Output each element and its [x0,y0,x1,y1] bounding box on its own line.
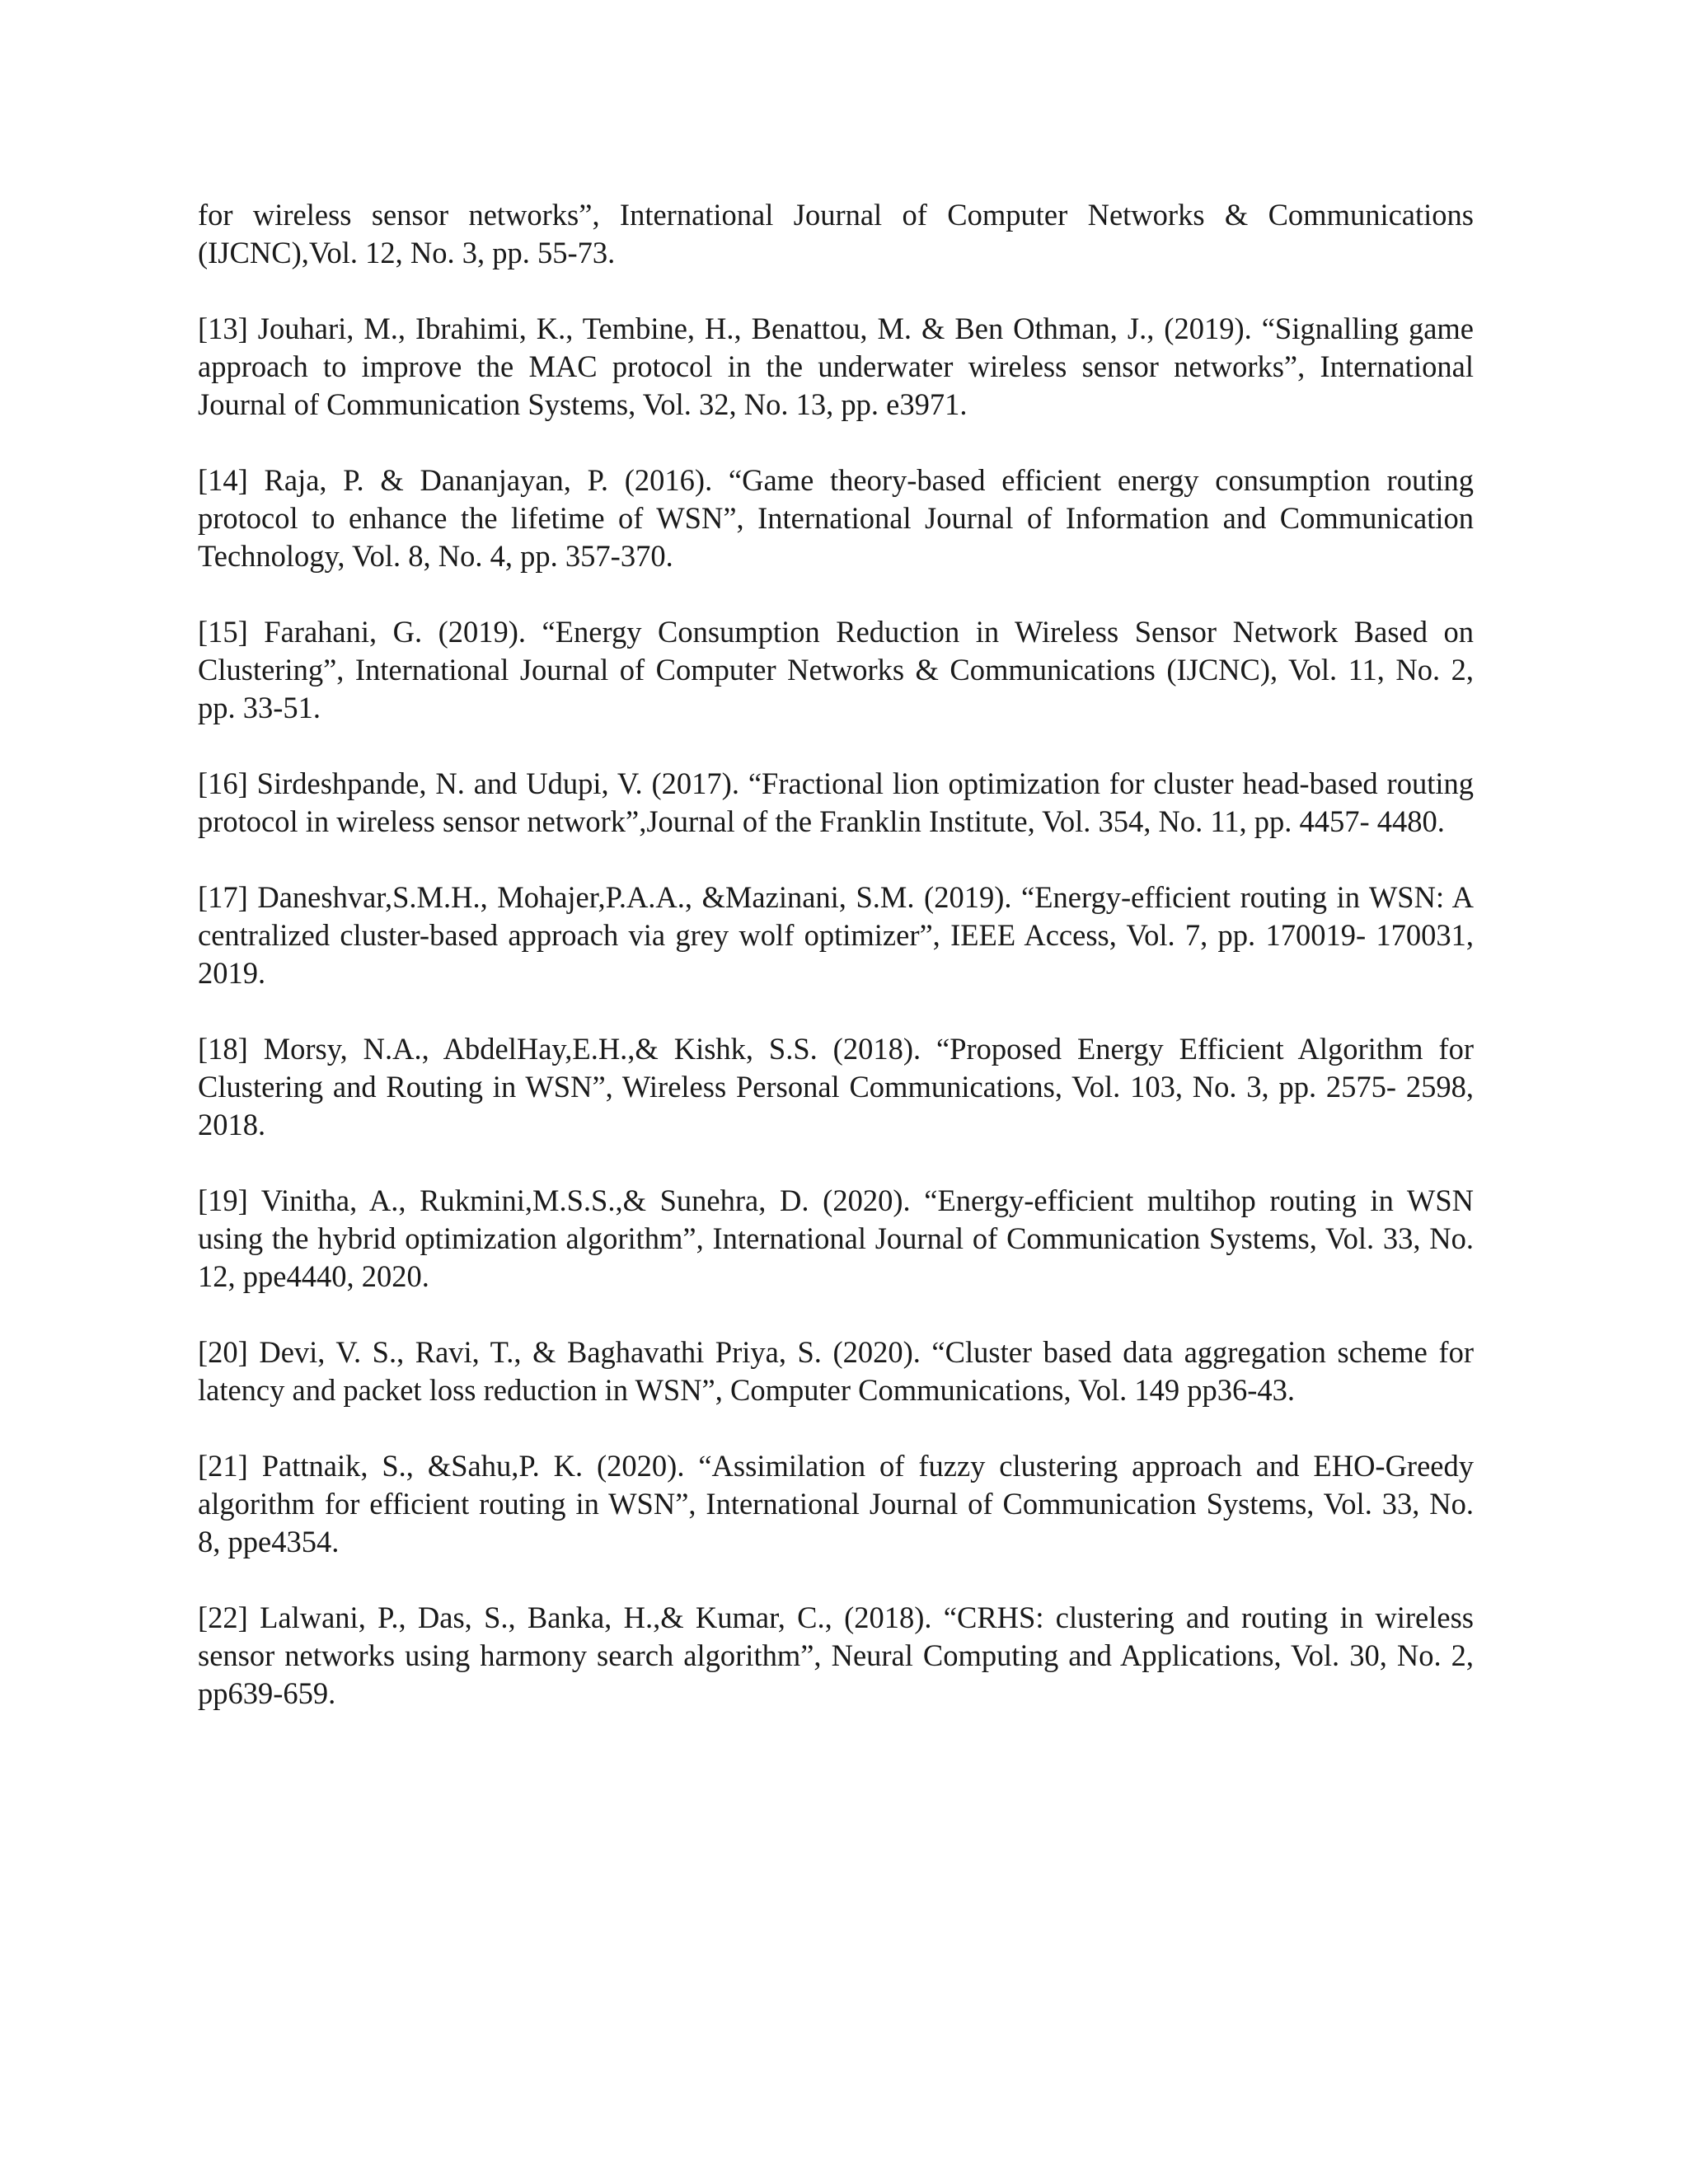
reference-item-20: [20] Devi, V. S., Ravi, T., & Baghavathi Priya, S. (2020). “Cluster based data aggregation scheme for latency and packet loss reduction in WSN”, Computer Communications, Vol. 149 pp36-43. [198,1335,1474,1407]
reference-item-16: [16] Sirdeshpande, N. and Udupi, V. (2017). “Fractional lion optimization for cluster head-based routing protocol in wireless sensor network”,Journal of the Franklin Institute, Vol. 354, No. 11, pp. 4457- 4480. [198,766,1474,838]
reference-item-13: [13] Jouhari, M., Ibrahimi, K., Tembine, H., Benattou, M. & Ben Othman, J., (2019). “Signalling game approach to improve the MAC protocol in the underwater wireless sensor networks”, International Journal of Communication Systems, Vol. 32, No. 13, pp. e3971. [198,312,1474,421]
reference-item-17: [17] Daneshvar,S.M.H., Mohajer,P.A.A., &Mazinani, S.M. (2019). “Energy-efficient routing in WSN: A centralized cluster-based approach via grey wolf optimizer”, IEEE Access, Vol. 7, pp. 170019- 170031, 2019. [198,880,1474,990]
reference-item-19: [19] Vinitha, A., Rukmini,M.S.S.,& Sunehra, D. (2020). “Energy-efficient multihop routing in WSN using the hybrid optimization algorithm”, International Journal of Communication Systems, Vol. 33, No. 12, ppe4440, 2020. [198,1183,1474,1293]
reference-list [198,196,1474,1750]
reference-item-15: [15] Farahani, G. (2019). “Energy Consumption Reduction in Wireless Sensor Network Based on Clustering”, International Journal of Computer Networks & Communications (IJCNC), Vol. 11, No. 2, pp. 33-51. [198,615,1474,724]
reference-item-18: [18] Morsy, N.A., AbdelHay,E.H.,& Kishk, S.S. (2018). “Proposed Energy Efficient Algorithm for Clustering and Routing in WSN”, Wireless Personal Communications, Vol. 103, No. 3, pp. 2575- 2598, 2018. [198,1032,1474,1141]
reference-item-14: [14] Raja, P. & Dananjayan, P. (2016). “Game theory-based efficient energy consumption routing protocol to enhance the lifetime of WSN”, International Journal of Information and Communication Technology, Vol. 8, No. 4, pp. 357-370. [198,463,1474,573]
reference-item-21: [21] Pattnaik, S., &Sahu,P. K. (2020). “Assimilation of fuzzy clustering approach and EHO-Greedy algorithm for efficient routing in WSN”, International Journal of Communication Systems, Vol. 33, No. 8, ppe4354. [198,1449,1474,1558]
reference-item-22: [22] Lalwani, P., Das, S., Banka, H.,& Kumar, C., (2018). “CRHS: clustering and routing in wireless sensor networks using harmony search algorithm”, Neural Computing and Applications, Vol. 30, No. 2, pp639-659. [198,1601,1474,1710]
reference-item-12-continued: for wireless sensor networks”, International Journal of Computer Networks & Communications (IJCNC),Vol. 12, No. 3, pp. 55-73. [198,198,1474,269]
